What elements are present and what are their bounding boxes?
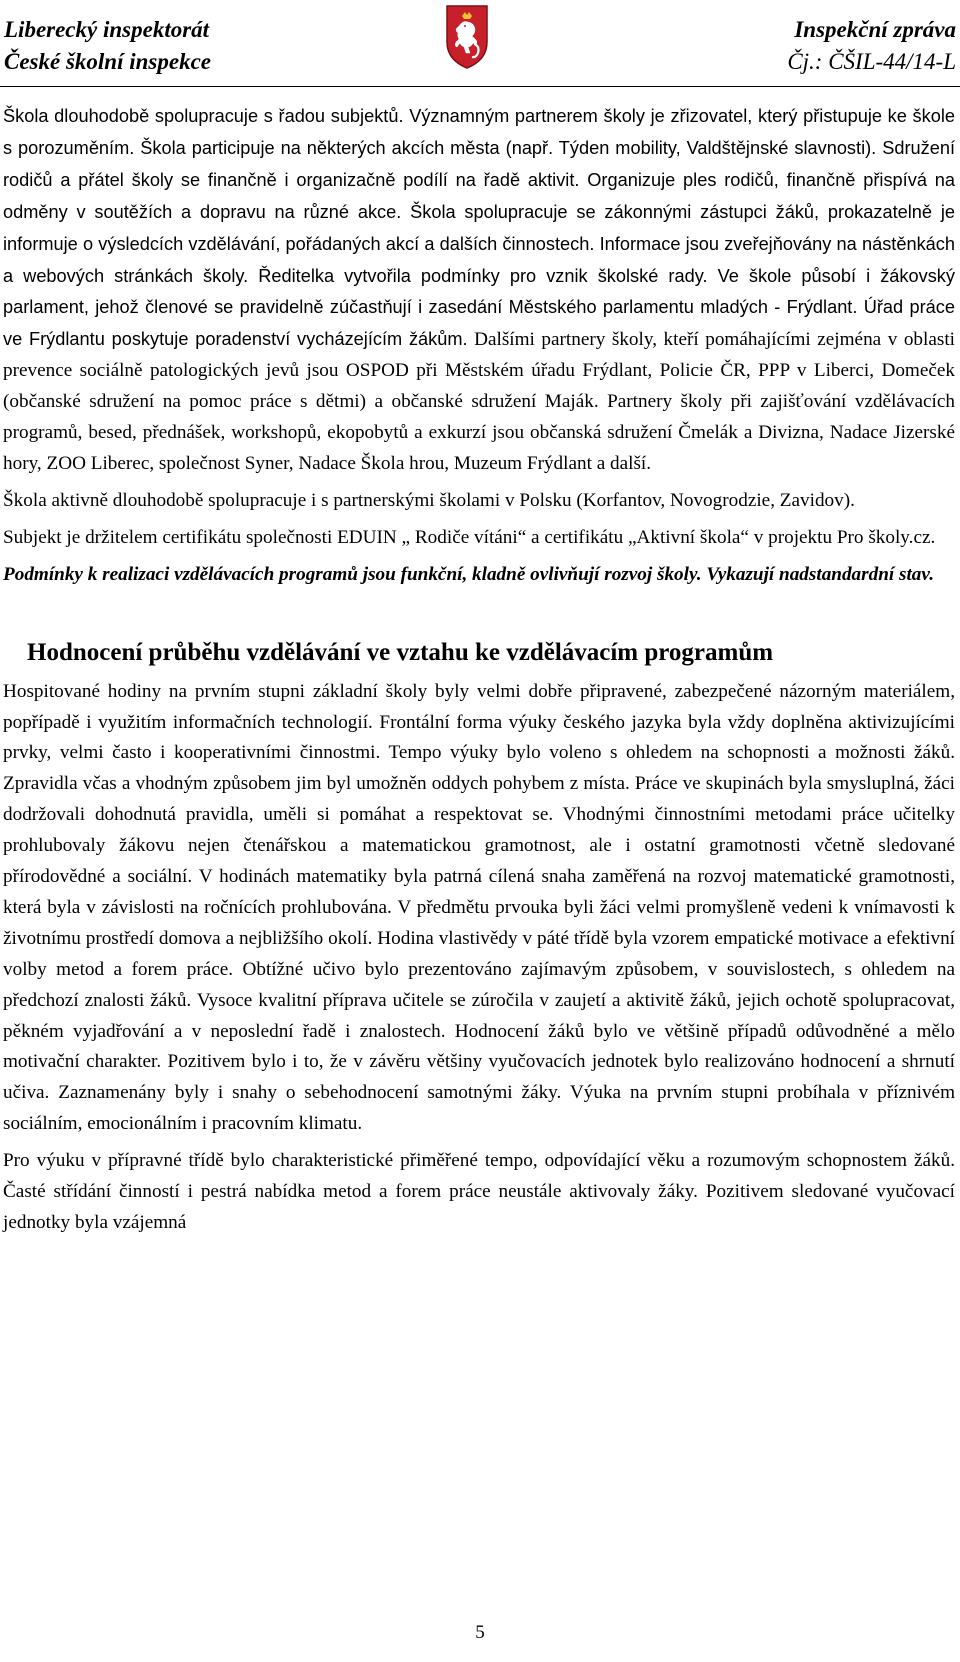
header-divider [0,86,960,87]
reference-number: Čj.: ČŠIL-44/14-L [787,49,956,74]
section-heading: Hodnocení průběhu vzdělávání ve vztahu ke vzdělávacím programům [27,638,774,666]
inspectorate-name: Liberecký inspektorát [4,17,210,42]
conclusion-paragraph: Podmínky k realizaci vzdělávacích programů jsou funkční, kladně ovlivňují rozvoj školy. Vykazují nadstandardní stav. [3,563,935,585]
lessons-paragraph: Hospitované hodiny na prvním stupni základní školy byly velmi dobře připravené, zabezpečené názorným materiálem, popřípadě i využitím informačních technologií. Frontální forma výuky českého jazyka byla vždy doplněna aktivizujícími prvky, velmi často i kooperativními činnostmi. Tempo výuky bylo voleno s ohledem na schopnosti a možnosti žáků. Zpravidla včas a vhodným způsobem jim byl umožněn oddych pohybem z místa. Práce ve skupinách byla smysluplná, žáci dodržovali dohodnutá pravidla, uměli si pomáhat a respektovat se. Vhodnými činnostními metodami práce učitelky prohlubovaly žákovu nejen čtenářskou a matematickou gramotnost, ale i ostatní gramotnosti včetně sledované přírodovědné a sociální. V hodinách matematiky byla patrná cílená snaha zaměřená na rozvoj matematické gramotnosti, která byla v závislosti na ročnících prohlubována. V předmětu prvouka byli žáci velmi promyšleně vedeni k vnímavosti k životnímu prostředí domova a nejbližšího okolí. Hodina vlastivědy v páté třídě byla vzorem empatické motivace a efektivní volby metod a forem práce. Obtížné učivo bylo prezentováno zajímavým způsobem, v souvislostech, s ohledem na předchozí znalosti žáků. Vysoce kvalitní příprava učitele se zúročila v zaujetí a aktivitě žáků, jejich ochotě spolupracovat, pěkném vyjadřování a v neposlední řadě i znalostech. Hodnocení žáků bylo ve většině případů odůvodněné a mělo motivační charakter. Pozitivem bylo i to, že v závěru většiny vyučovacích jednotek bylo realizováno hodnocení a shrnutí učiva. Zaznamenány byly i snahy o sebehodnocení samotnými žáky. Výuka na prvním stupni probíhala v příznivém sociálním, emocionálním i pracovním klimatu. [3,680,955,1135]
certificates-paragraph: Subjekt je držitelem certifikátu společnosti EDUIN „ Rodiče vítáni“ a certifikátu „Aktivní škola“ v projektu Pro školy.cz. [3,526,936,548]
preparatory-class-paragraph: Pro výuku v přípravné třídě bylo charakteristické přiměřené tempo, odpovídající věku a rozumovým schopnostem žáků. Časté střídání činností i pestrá nabídka metod a forem práce neustále aktivovaly žáky. Pozitivem sledované vyučovací jednotky byla vzájemná [3,1150,955,1233]
header-left [4,14,211,78]
report-title: Inspekční zpráva [794,17,956,42]
page-header [0,0,960,96]
page-number: 5 [475,1622,485,1643]
cooperation-text-a: Škola dlouhodobě spolupracuje s řadou subjektů. Významným partnerem školy je zřizovatel, který přistupuje ke škole s porozuměním. Škola participuje na některých akcích města (např. Týden mobility, Valdštějnské slavnosti). Sdružení rodičů a přátel školy se finančně i organizačně podílí na řadě aktivit. Organizuje ples rodičů, finančně přispívá na odměny v soutěžích a dopravu na různé akce. Škola spolupracuje se zákonnými zástupci žáků, prokazatelně je informuje o výsledcích vzdělávání, pořádaných akcí a dalších činnostech. Informace jsou zveřejňovány na nástěnkách a webových stránkách školy. Ředitelka vytvořila podmínky pro vznik školské rady. Ve škole působí i žákovský parlament, jehož členové se pravidelně zúčastňují i zasedání Městského parlamentu mladých - Frýdlant. Úřad práce ve Frýdlantu poskytuje poradenství vycházejícím žákům. [3,106,955,350]
header-right [787,14,956,78]
cooperation-text-b: Dalšími partnery školy, kteří pomáhajícími zejména v oblasti prevence sociálně patologických jevů jsou OSPOD při Městském úřadu Frýdlant, Policie ČR, PPP v Liberci, Domeček (občanské sdružení na pomoc práce s dětmi) a občanské sdružení Maják. Partnery školy při zajišťování vzdělávacích programů, besed, přednášek, workshopů, ekopobytů a exkurzí jsou občanská sdružení Čmelák a Divizna, Nadace Jizerské hory, ZOO Liberec, společnost Syner, Nadace Škola hrou, Muzeum Frýdlant a další. [3,329,955,474]
institution-name: České školní inspekce [4,49,211,74]
document-body [3,101,955,1239]
czech-lion-coat-of-arms-icon [444,4,490,70]
partner-schools-paragraph: Škola aktivně dlouhodobě spolupracuje i s partnerskými školami v Polsku (Korfantov, Novogrodzie, Zavidov). [3,489,855,511]
cooperation-paragraph [3,101,955,480]
